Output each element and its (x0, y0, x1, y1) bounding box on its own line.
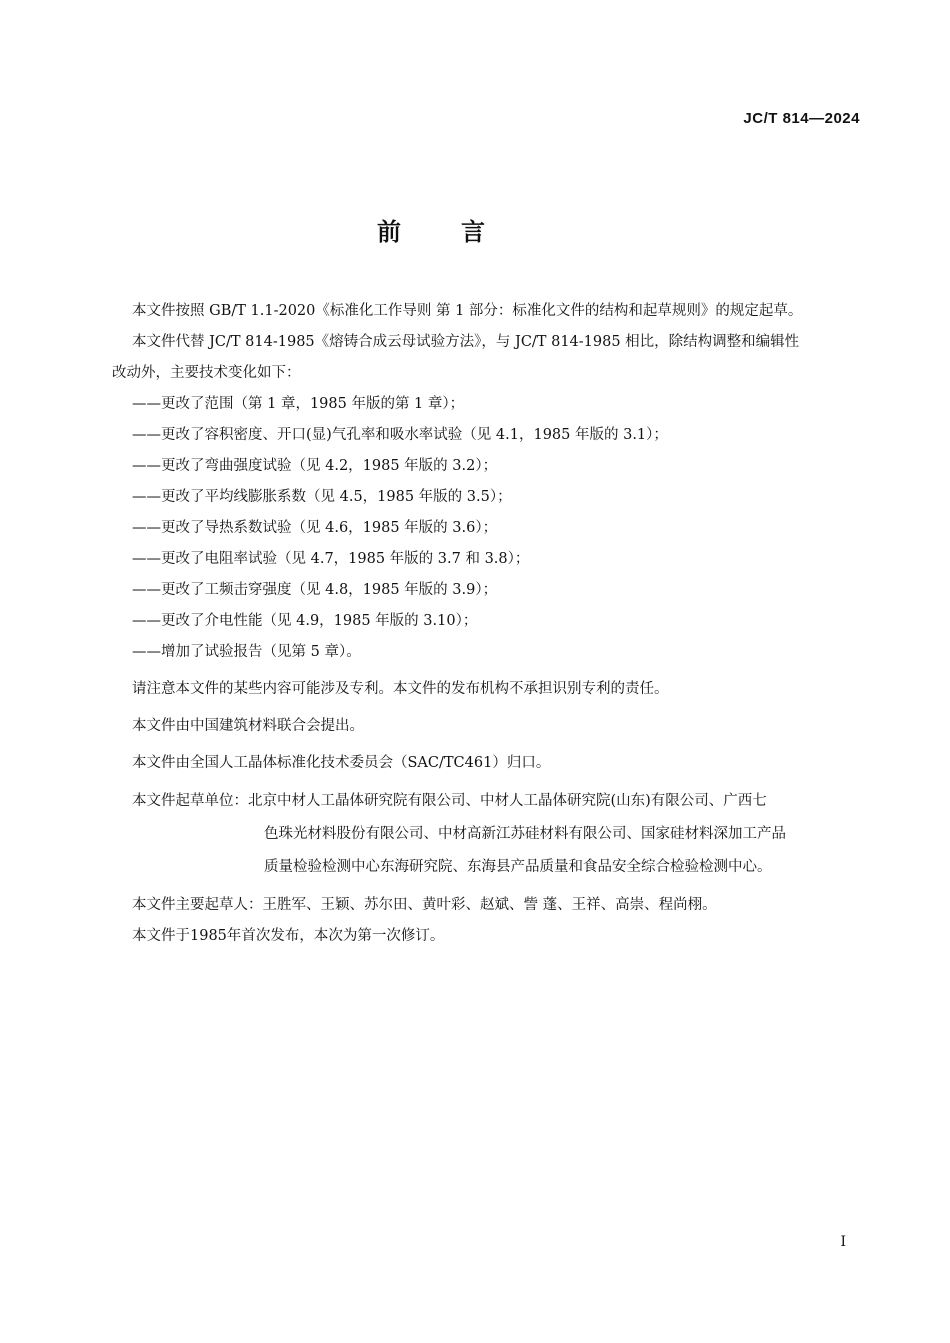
replaces-statement: 本文件代替 JC/T 814-1985《熔铸合成云母试验方法》，与 JC/T 814-1985 相比，除结构调整和编辑性 (132, 334, 800, 350)
proposed-by: 本文件由中国建筑材料联合会提出。 (132, 718, 364, 734)
list-item: ——增加了试验报告（见第 5 章）。 (132, 644, 361, 660)
replaces-statement-cont: 改动外，主要技术变化如下： (112, 365, 301, 381)
page-title: 前言 (377, 218, 545, 246)
changes-list (112, 389, 862, 668)
history: 本文件于1985年首次发布，本次为第一次修订。 (132, 928, 445, 944)
drafting-units-line2: 色珠光材料股份有限公司、中材高新江苏硅材料有限公司、国家硅材料深加工产品 (264, 826, 786, 842)
centralized-by: 本文件由全国人工晶体标准化技术委员会（SAC/TC461）归口。 (132, 755, 551, 771)
list-item: ——更改了平均线膨胀系数（见 4.5，1985 年版的 3.5）； (132, 489, 512, 505)
list-item: ——更改了电阻率试验（见 4.7，1985 年版的 3.7 和 3.8）； (132, 551, 530, 567)
page-number: I (840, 1234, 846, 1250)
list-item: ——更改了导热系数试验（见 4.6，1985 年版的 3.6）； (132, 520, 498, 536)
document-body (112, 296, 862, 952)
main-drafters: 本文件主要起草人：王胜军、王颖、苏尔田、黄叶彩、赵斌、訾 蓬、王祥、高崇、程尚栩。 (132, 897, 717, 913)
drafting-units (112, 785, 862, 884)
list-item: ——更改了容积密度、开口(显)气孔率和吸水率试验（见 4.1，1985 年版的 3.1）； (132, 427, 668, 443)
list-item: ——更改了介电性能（见 4.9，1985 年版的 3.10）； (132, 613, 478, 629)
list-item: ——更改了范围（第 1 章，1985 年版的第 1 章）； (132, 396, 465, 412)
drafting-units-line3: 质量检验检测中心东海研究院、东海县产品质量和食品安全综合检验检测中心。 (264, 859, 772, 875)
drafting-basis: 本文件按照 GB/T 1.1-2020《标准化工作导则 第 1 部分：标准化文件的结构和起草规则》的规定起草。 (132, 303, 803, 319)
drafting-units-line1: 本文件起草单位：北京中材人工晶体研究院有限公司、中材人工晶体研究院(山东)有限公司、广西七 (132, 793, 767, 809)
list-item: ——更改了弯曲强度试验（见 4.2，1985 年版的 3.2）； (132, 458, 498, 474)
standard-code: JC/T 814—2024 (743, 110, 860, 127)
patent-notice: 请注意本文件的某些内容可能涉及专利。本文件的发布机构不承担识别专利的责任。 (132, 681, 669, 697)
list-item: ——更改了工频击穿强度（见 4.8，1985 年版的 3.9）； (132, 582, 498, 598)
